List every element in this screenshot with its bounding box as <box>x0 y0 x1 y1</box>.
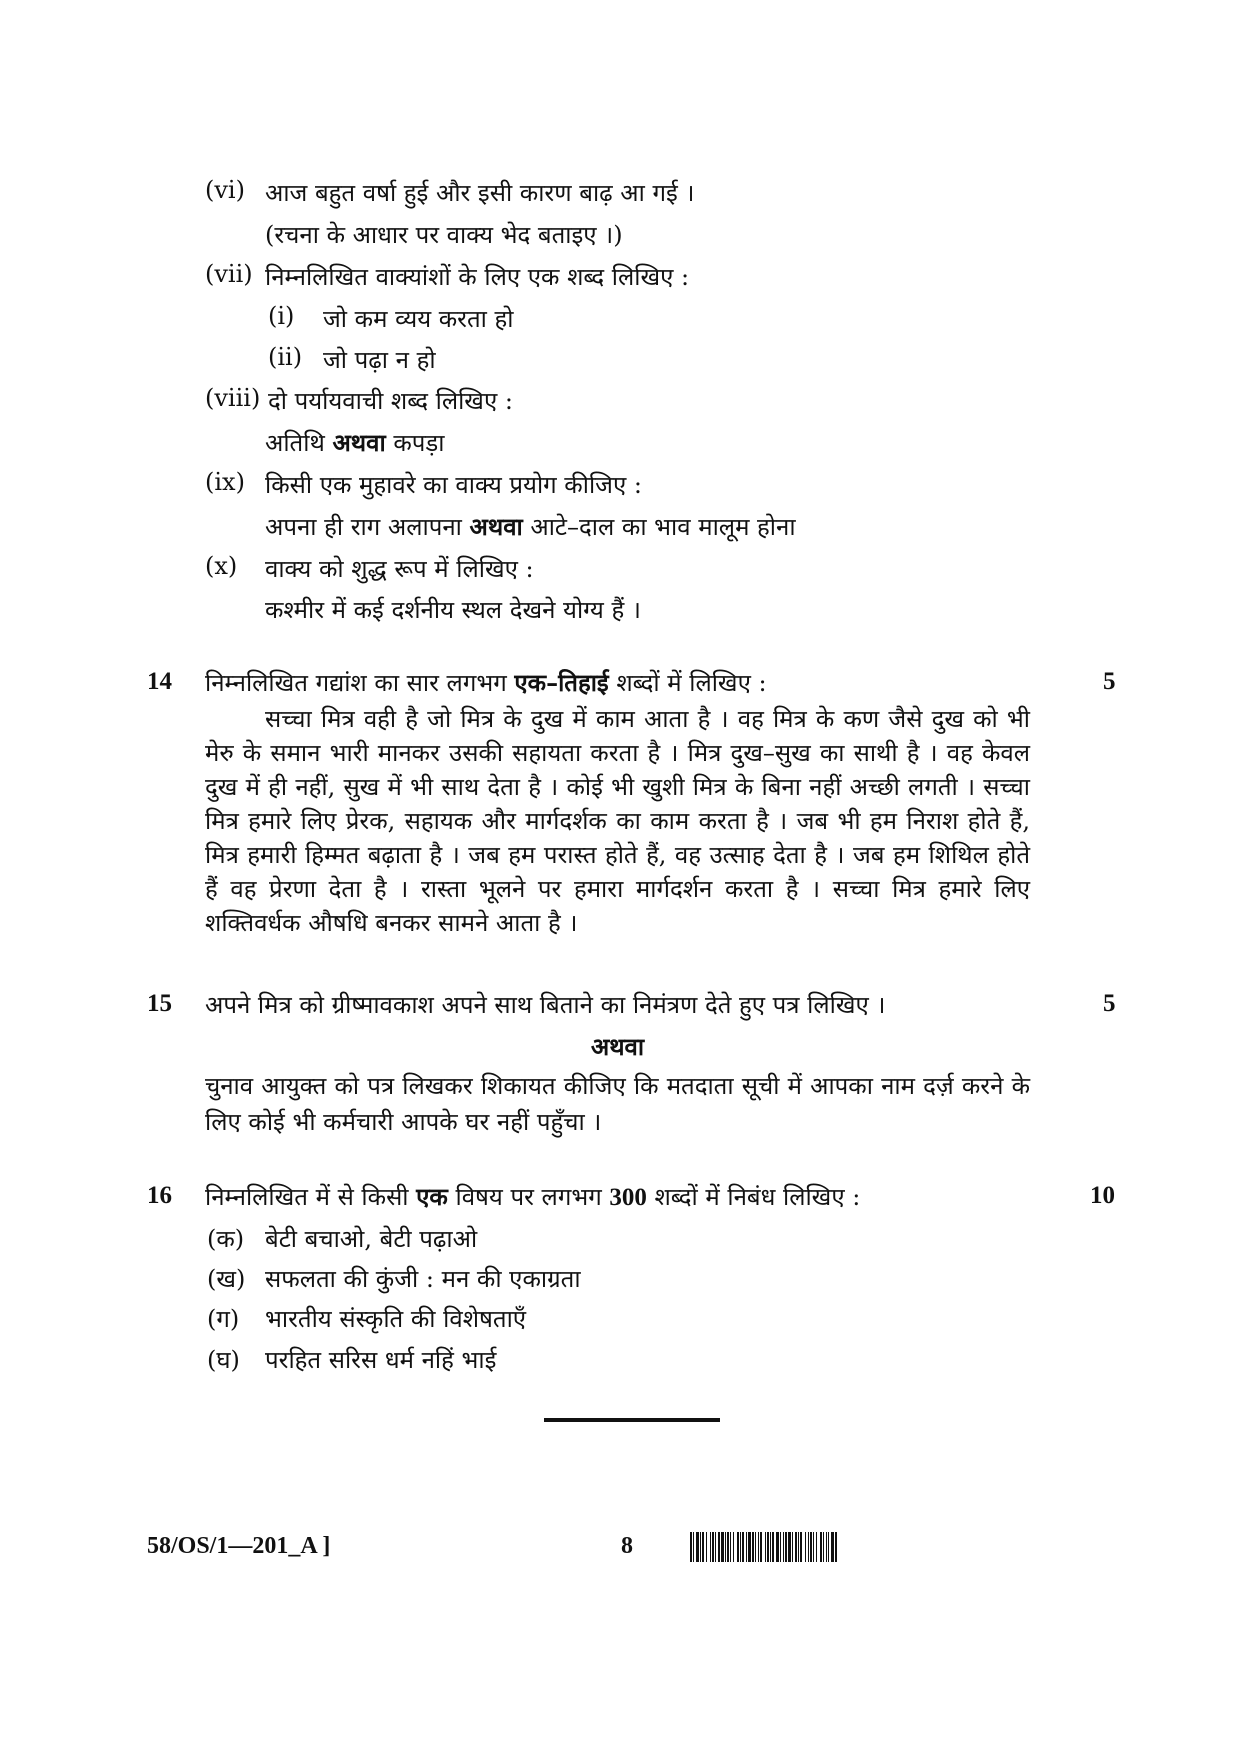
barcode-bar <box>837 1532 838 1562</box>
part-text: वाक्य को शुद्ध रूप में लिखिए : <box>265 555 534 583</box>
part-label: (ix) <box>205 468 245 496</box>
question-marks: 10 <box>1090 1182 1115 1209</box>
sentence: कश्मीर में कई दर्शनीय स्थल देखने योग्य हैं । <box>265 596 641 624</box>
part-text: आज बहुत वर्षा हुई और इसी कारण बाढ़ आ गई । <box>265 179 695 207</box>
option-1: अतिथि <box>265 429 325 457</box>
topic-label: (ग) <box>207 1305 240 1333</box>
part-text: दो पर्यायवाची शब्द लिखिए : <box>268 387 513 415</box>
part-label: (viii) <box>205 384 261 412</box>
alternative-question <box>205 1068 1030 1140</box>
sub-label: (ii) <box>268 343 303 371</box>
prompt-text: शब्दों में लिखिए : <box>608 669 767 697</box>
prompt-emphasis: एक <box>416 1182 448 1211</box>
passage <box>205 702 1030 940</box>
part-instruction: (रचना के आधार पर वाक्य भेद बताइए ।) <box>265 221 623 249</box>
sub-text: जो पढ़ा न हो <box>323 346 436 374</box>
prompt-text: विषय पर लगभग <box>447 1183 610 1211</box>
paper-code: 58/OS/1—201_A ] <box>147 1533 331 1559</box>
topic-label: (घ) <box>207 1346 240 1374</box>
question-number: 14 <box>147 668 172 695</box>
prompt-emphasis: एक–तिहाई <box>514 668 609 697</box>
passage-text: सच्चा मित्र वही है जो मित्र के दुख में काम आता है । वह मित्र के कण जैसे दुख को भी मेरु के समान भारी मानकर उसकी सहायता करता है । मित्र दुख–सुख का साथी है । वह केवल दुख में ही नहीं, सुख में भी साथ देता है । कोई भी खुशी मित्र के बिना नहीं अच्छी लगती । सच्चा मित्र हमारे लिए प्रेरक, सहायक और मार्गदर्शक का काम करता है । जब भी हम निराश होते हैं, मित्र हमारी हिम्मत बढ़ाता है । जब हम परास्त होते हैं, वह उत्साह देता है । जब हम शिथिल होते हैं वह प्रेरणा देता है । रास्ता भूलने पर हमारा मार्गदर्शन करता है । सच्चा मित्र हमारे लिए शक्तिवर्धक औषधि बनकर सामने आता है । <box>205 705 1030 937</box>
question-number: 15 <box>147 990 172 1017</box>
topic-label: (क) <box>207 1225 245 1253</box>
part-label: (vii) <box>205 260 253 288</box>
question-prompt <box>205 666 767 699</box>
or-text: अथवा <box>469 512 523 541</box>
option-2: कपड़ा <box>393 429 445 457</box>
question-prompt <box>205 1180 860 1213</box>
prompt-text: शब्दों में निबंध लिखिए : <box>646 1183 861 1211</box>
question-number: 16 <box>147 1182 172 1209</box>
topic-text: परहित सरिस धर्म नहिं भाई <box>265 1346 497 1374</box>
prompt-text: निम्नलिखित में से किसी <box>205 1183 417 1211</box>
topic-text: भारतीय संस्कृति की विशेषताएँ <box>265 1305 527 1333</box>
question-marks: 5 <box>1103 668 1116 695</box>
page-number: 8 <box>621 1533 633 1559</box>
option-1: अपना ही राग अलापना <box>265 513 462 541</box>
part-label: (vi) <box>205 176 245 204</box>
question-marks: 5 <box>1103 990 1116 1017</box>
sub-label: (i) <box>268 302 295 330</box>
topic-text: बेटी बचाओ, बेटी पढ़ाओ <box>265 1225 478 1253</box>
or-divider: अथवा <box>590 1032 645 1061</box>
option-2: आटे–दाल का भाव मालूम होना <box>530 513 796 541</box>
or-text: अथवा <box>332 428 386 457</box>
options-line <box>265 426 444 459</box>
part-text: निम्नलिखित वाक्यांशों के लिए एक शब्द लिखिए : <box>265 263 690 291</box>
word-count: 300 <box>609 1184 647 1211</box>
part-label: (x) <box>205 552 238 580</box>
sub-text: जो कम व्यय करता हो <box>323 305 514 333</box>
barcode <box>690 1532 995 1562</box>
topic-text: सफलता की कुंजी : मन की एकाग्रता <box>265 1265 581 1293</box>
prompt-text: निम्नलिखित गद्यांश का सार लगभग <box>205 669 515 697</box>
question-prompt: अपने मित्र को ग्रीष्मावकाश अपने साथ बिताने का निमंत्रण देते हुए पत्र लिखिए । <box>205 991 886 1019</box>
part-text: किसी एक मुहावरे का वाक्य प्रयोग कीजिए : <box>265 471 642 499</box>
end-rule <box>544 1418 720 1422</box>
topic-label: (ख) <box>207 1265 246 1293</box>
options-line <box>265 510 796 543</box>
alternative-text: चुनाव आयुक्त को पत्र लिखकर शिकायत कीजिए कि मतदाता सूची में आपका नाम दर्ज़ करने के लिए कोई भी कर्मचारी आपके घर नहीं पहुँचा । <box>205 1072 1030 1136</box>
